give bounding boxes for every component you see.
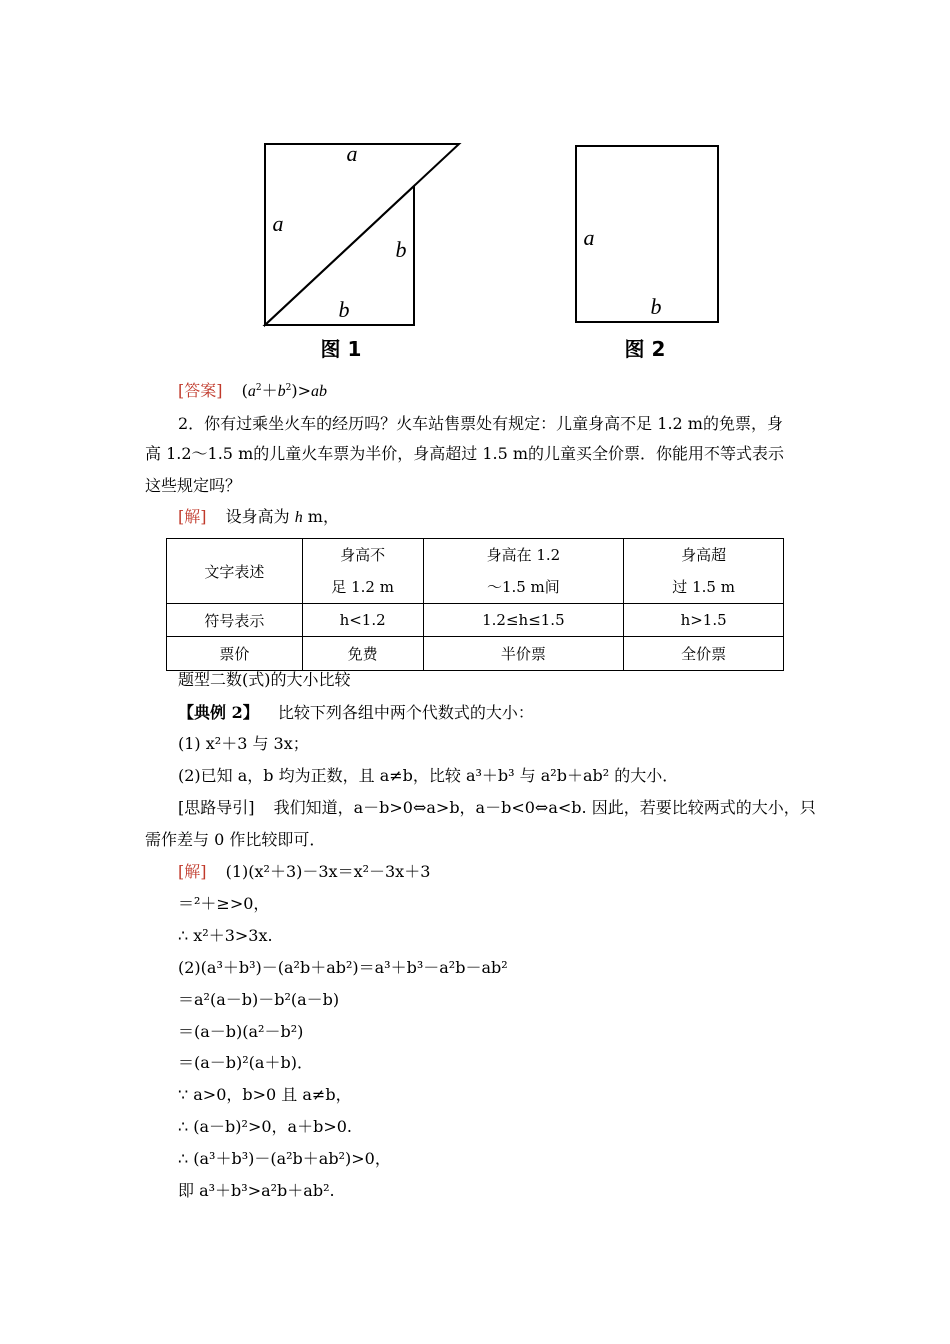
table-cell: 1.2≤h≤1.5 bbox=[423, 604, 624, 637]
sol-step: ∴ (a³＋b³)－(a²b＋ab²)>0， bbox=[178, 1149, 391, 1168]
fig1-caption: 图 1 bbox=[320, 337, 362, 361]
sol-step: (1)(x²＋3)－3x＝x²－3x＋3 bbox=[225, 862, 431, 881]
sol-step: ∵ a>0，b>0 且 a≠b， bbox=[178, 1085, 352, 1104]
sol-step: (2)(a³＋b³)－(a²b＋ab²)＝a³＋b³－a²b－ab² bbox=[178, 958, 508, 977]
example-tag: 【典例 2】 bbox=[178, 703, 259, 722]
table-row bbox=[167, 637, 784, 671]
guide-line1 bbox=[178, 798, 816, 818]
q2-line1: 2．你有过乘坐火车的经历吗？火车站售票处有规定：儿童身高不足 1.2 m的免票，身 bbox=[178, 414, 783, 433]
solution1-line bbox=[178, 507, 339, 528]
solution1-tag: [解] bbox=[178, 507, 207, 526]
sol-step: ＝(a－b)(a²－b²) bbox=[178, 1022, 304, 1041]
table-cell: 身高在 1.2 ～1.5 m间 bbox=[423, 539, 624, 604]
guide-text: 我们知道，a－b>0⇔a>b，a－b<0⇔a<b. 因此，若要比较两式的大小，只 bbox=[273, 798, 816, 817]
sol-step: ＝²＋≥>0， bbox=[178, 894, 270, 913]
q2-line3: 这些规定吗？ bbox=[145, 476, 242, 495]
sol-line1 bbox=[178, 862, 430, 882]
table-cell: 半价票 bbox=[423, 637, 624, 671]
var-ab: ab bbox=[310, 383, 327, 400]
sol-step: ∴ (a－b)²>0，a＋b>0. bbox=[178, 1117, 352, 1136]
table-cell: 身高不 足 1.2 m bbox=[302, 539, 423, 604]
guide-line2: 需作差与 0 作比较即可． bbox=[145, 830, 326, 849]
solution1-text: 设身高为 bbox=[225, 507, 295, 526]
q2-line2: 高 1.2～1.5 m的儿童火车票为半价，身高超过 1.5 m的儿童买全价票．你能用不等式表示 bbox=[145, 444, 785, 463]
table-cell: 身高超 过 1.5 m bbox=[624, 539, 784, 604]
table-row bbox=[167, 539, 784, 604]
row-header: 票价 bbox=[167, 637, 303, 671]
figures bbox=[0, 0, 950, 370]
gt: )> bbox=[291, 381, 311, 400]
fig2-caption: 图 2 bbox=[624, 337, 666, 361]
example-text: 比较下列各组中两个代数式的大小： bbox=[277, 703, 534, 722]
table-cell: 全价票 bbox=[624, 637, 784, 671]
fig2-label-left: a bbox=[583, 225, 595, 250]
figure-1 bbox=[265, 144, 459, 325]
guide-tag: [思路导引] bbox=[178, 798, 255, 817]
table-row bbox=[167, 604, 784, 637]
sol-step: ＝(a－b)²(a＋b)． bbox=[178, 1053, 313, 1072]
table-cell: 免费 bbox=[302, 637, 423, 671]
row-header: 符号表示 bbox=[167, 604, 303, 637]
sol-step: ∴ x²＋3>3x. bbox=[178, 926, 273, 945]
plus: ＋ bbox=[261, 381, 278, 400]
row-header: 文字表述 bbox=[167, 539, 303, 604]
fig2-label-bottom: b bbox=[650, 294, 662, 319]
var-h: h bbox=[294, 509, 303, 526]
section-title: 题型二数(式)的大小比较 bbox=[178, 670, 351, 689]
fig1-label-bottom: b bbox=[338, 297, 350, 322]
item-1: (1) x²＋3 与 3x； bbox=[178, 734, 309, 753]
answer-line: [答案] $(a^2+b^2)>ab$ bbox=[178, 381, 327, 400]
table-cell: h>1.5 bbox=[624, 604, 784, 637]
sol-step: ＝a²(a－b)－b²(a－b) bbox=[178, 990, 340, 1009]
figure-2-rect bbox=[576, 146, 718, 322]
item-2: (2)已知 a，b 均为正数，且 a≠b，比较 a³＋b³ 与 a²b＋ab² 的大小． bbox=[178, 766, 679, 785]
var-a: a bbox=[247, 383, 256, 400]
example-line bbox=[178, 703, 534, 723]
var-b: b bbox=[277, 383, 286, 400]
fig1-label-top: a bbox=[346, 141, 358, 166]
height-table bbox=[166, 538, 784, 671]
sol-tag: [解] bbox=[178, 862, 207, 881]
fig1-label-left: a bbox=[272, 211, 284, 236]
paren: ( bbox=[241, 381, 248, 400]
sol-step: 即 a³＋b³>a²b＋ab². bbox=[178, 1181, 335, 1200]
table-cell: h<1.2 bbox=[302, 604, 423, 637]
fig1-label-right: b bbox=[395, 237, 407, 262]
answer-tag: [答案] bbox=[178, 381, 223, 400]
solution1-unit: m， bbox=[302, 507, 339, 526]
